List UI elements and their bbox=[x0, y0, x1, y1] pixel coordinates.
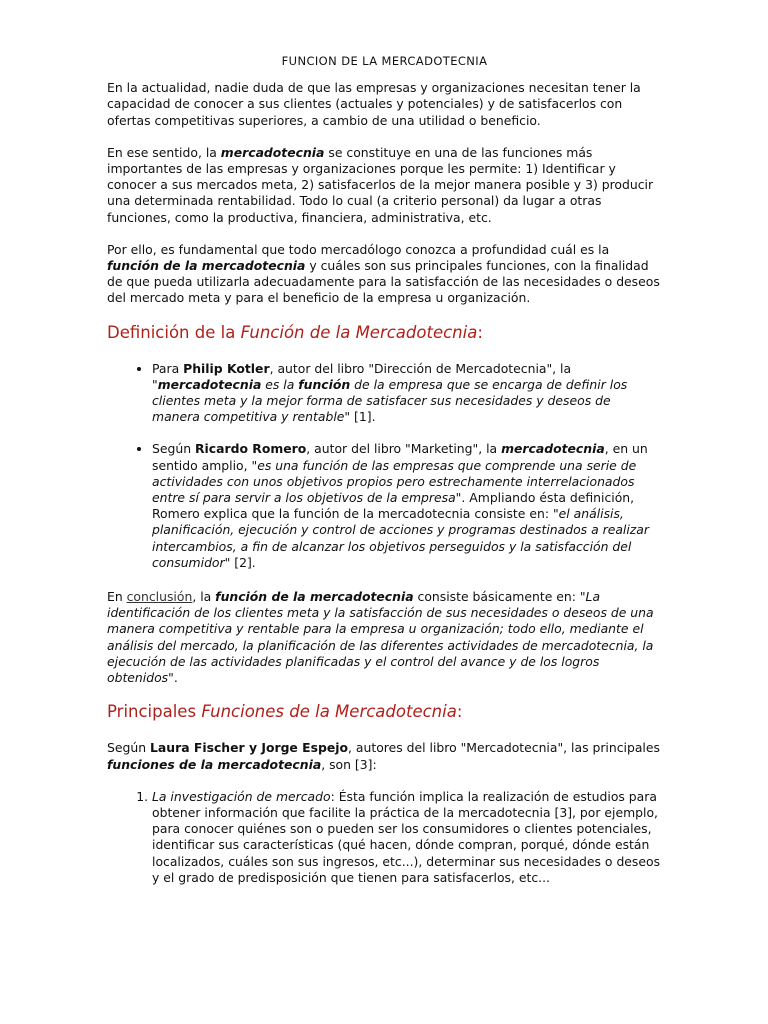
text-run: y cuáles son sus principales funciones, con la finalidad de que pueda utilizarla adecuadamente para la satisfacción de las necesidades o deseos del mercado meta y para el beneficio de la empresa u organización. bbox=[107, 258, 660, 306]
heading-text: Principales bbox=[107, 702, 202, 722]
romero-quote: "es una función de las empresas que comprende una serie de actividades con unos objetivos propios pero estrechamente interrelacionados entre sí para servir a los objetivos de la empresa" bbox=[152, 457, 637, 506]
text-run: Según bbox=[152, 441, 195, 457]
term-mercadotecnia: mercadotecnia bbox=[220, 144, 325, 160]
text-run: En ese sentido, la bbox=[107, 144, 221, 160]
list-item-romero bbox=[152, 441, 662, 571]
document-page bbox=[107, 50, 662, 886]
kotler-quote bbox=[152, 377, 627, 424]
quote-run: es la bbox=[261, 376, 299, 392]
quote-run: de la empresa que se encarga de definir los clientes meta y la mejor forma de satisfacer sus necesidades y deseos de manera competitiva y rentable" bbox=[152, 376, 628, 425]
text-run: , en un sentido amplio, bbox=[152, 441, 648, 473]
fischer-paragraph bbox=[107, 740, 662, 772]
quote-term: mercadotecnia bbox=[157, 376, 262, 392]
conclusion-link[interactable]: conclusión bbox=[126, 589, 193, 605]
sense-paragraph bbox=[107, 145, 662, 226]
importance-paragraph bbox=[107, 242, 662, 307]
function-term: La investigación de mercado bbox=[152, 788, 331, 804]
intro-paragraph: En la actualidad, nadie duda de que las empresas y organizaciones necesitan tener la capacidad de conocer a sus clientes (actuales y potenciales) y de satisfacerlos con ofertas competitivas superiores, a cambio de una utilidad o beneficio. bbox=[107, 80, 641, 128]
quote-mark: " bbox=[152, 376, 158, 392]
conclusion-paragraph bbox=[107, 589, 662, 686]
text-run: , la bbox=[192, 589, 216, 605]
text-run: se constituye en una de las funciones más importantes de las empresas y organizaciones porque les permite: 1) Identificar y conocer a sus mercados meta, 2) satisfacerlos de la mejor manera posible y 3) producir una determinada rentabilidad. Todo lo cual (a criterio personal) da lugar a otras funciones, como la productiva, financiera, administrativa, etc. bbox=[107, 144, 654, 225]
section-heading-definition bbox=[107, 323, 662, 343]
text-run: , son [3]: bbox=[321, 756, 377, 772]
definition-list bbox=[107, 361, 662, 571]
reference: [1]. bbox=[350, 409, 376, 425]
text-run: . bbox=[173, 670, 178, 686]
heading-colon: : bbox=[456, 702, 463, 722]
text-run: , autores del libro "Mercadotecnia", las principales bbox=[348, 740, 660, 756]
conclusion-quote: "La identificación de los clientes meta y la satisfacción de sus necesidades o deseos de una manera competitiva y rentable para la empresa u organización; todo ello, mediante el análisis del mercado, la planificación de las diferentes actividades de mercadotecnia, la ejecución de las actividades planificadas y el control del avance y de los logros obtenidos" bbox=[107, 589, 654, 686]
text-run: Según bbox=[107, 740, 150, 756]
author-names: Laura Fischer y Jorge Espejo bbox=[150, 740, 349, 756]
term-funcion: función de la mercadotecnia bbox=[107, 258, 306, 274]
term-funciones: funciones de la mercadotecnia bbox=[107, 756, 322, 772]
term-mercadotecnia: mercadotecnia bbox=[501, 441, 605, 457]
function-description: : Ésta función implica la realización de estudios para obtener información que facilite la práctica de la mercadotecnia [3], por ejemplo, para conocer quiénes son o pueden ser los consumidores o clientes potenciales, identificar sus características (qué hacen, dónde compran, porqué, dónde están localizados, cuáles son sus ingresos, etc...), determinar sus necesidades o deseos y el grado de predisposición que tienen para satisfacerlos, etc... bbox=[152, 788, 661, 885]
functions-list bbox=[107, 789, 662, 886]
term-funcion: función de la mercadotecnia bbox=[215, 589, 414, 605]
text-run: En bbox=[107, 589, 127, 605]
text-run: , autor del libro "Marketing", la bbox=[306, 441, 502, 457]
list-item-research bbox=[152, 789, 662, 886]
list-item-kotler bbox=[152, 361, 662, 426]
document-title: FUNCION DE LA MERCADOTECNIA bbox=[281, 54, 488, 68]
text-run: consiste básicamente en: bbox=[413, 589, 580, 605]
romero-quote-2: "el análisis, planificación, ejecución y control de acciones y programas destinados a realizar intercambios, a fin de alcanzar los objetivos perseguidos y la satisfacción del consumidor" bbox=[152, 506, 649, 570]
author-name: Ricardo Romero bbox=[195, 441, 307, 457]
text-run: , autor del libro "Dirección de Mercadotecnia", la bbox=[269, 360, 572, 376]
section-heading-functions bbox=[107, 702, 662, 722]
reference: [2]. bbox=[230, 554, 256, 570]
heading-text: Definición de la bbox=[107, 322, 241, 342]
text-run: Por ello, es fundamental que todo mercadólogo conozca a profundidad cuál es la bbox=[107, 241, 610, 257]
quote-term: función bbox=[298, 376, 351, 392]
heading-italic: Funciones de la Mercadotecnia bbox=[201, 702, 457, 722]
text-run: Para bbox=[152, 360, 184, 376]
heading-colon: : bbox=[477, 322, 483, 342]
heading-italic: Función de la Mercadotecnia bbox=[240, 322, 478, 342]
text-run: . Ampliando ésta definición, Romero explica que la función de la mercadotecnia consiste en: bbox=[152, 490, 635, 522]
author-name: Philip Kotler bbox=[183, 360, 270, 376]
